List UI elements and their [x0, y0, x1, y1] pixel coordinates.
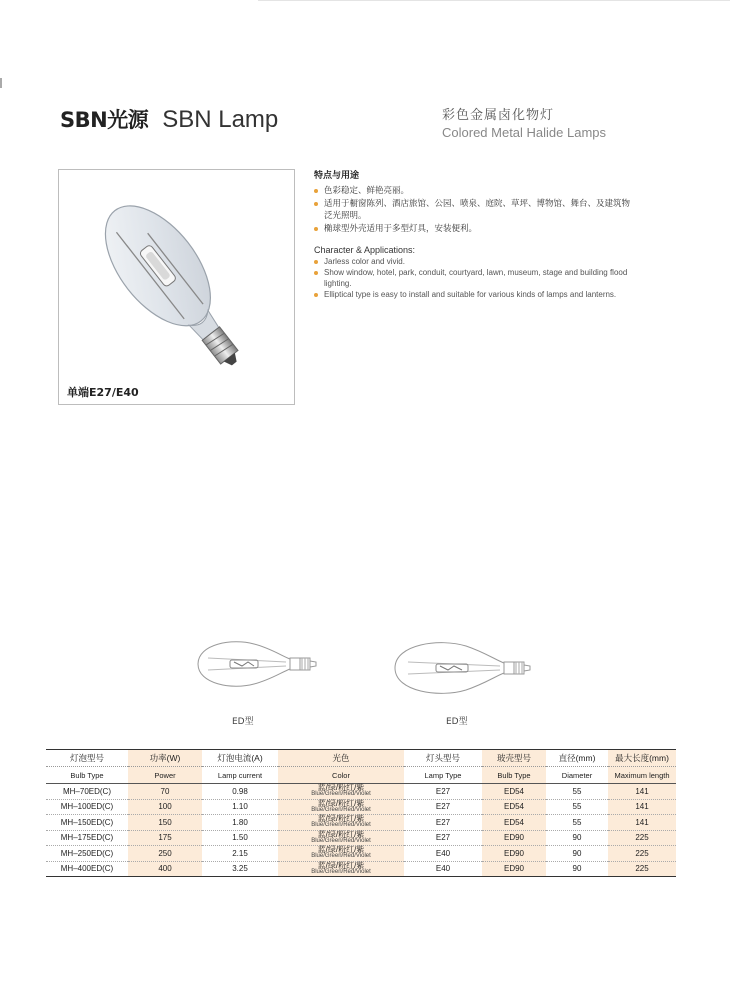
- cell-bulb: ED90: [482, 861, 546, 877]
- cell-length: 141: [608, 784, 676, 800]
- cell-bulb: ED54: [482, 799, 546, 815]
- col-header: Power: [128, 767, 202, 784]
- cell-base: E27: [404, 815, 482, 831]
- cell-power: 100: [128, 799, 202, 815]
- top-rule: [258, 0, 730, 1]
- ed-diagram-right: [390, 636, 535, 704]
- cell-current: 0.98: [202, 784, 278, 800]
- table-row: [46, 830, 676, 846]
- title-cn: 彩色金属卤化物灯: [442, 108, 555, 123]
- bullet-icon: [314, 293, 318, 297]
- bullet-icon: [314, 227, 318, 231]
- product-photo-box: [58, 169, 295, 405]
- cell-bulb: ED54: [482, 784, 546, 800]
- edge-mark: [0, 78, 2, 88]
- col-header: Lamp Type: [404, 767, 482, 784]
- cell-diameter: 90: [546, 830, 608, 846]
- cell-base: E27: [404, 830, 482, 846]
- cell-model: MH–150ED(C): [46, 815, 128, 831]
- cell-bulb: ED90: [482, 846, 546, 862]
- col-header: Diameter: [546, 767, 608, 784]
- table-row: [46, 861, 676, 877]
- list-item: Show window, hotel, park, conduit, courtyard, lawn, museum, stage and building flood lighting.: [314, 267, 634, 289]
- table-header-row-en: [46, 767, 676, 784]
- cell-bulb: ED90: [482, 830, 546, 846]
- table-row: [46, 815, 676, 831]
- cell-current: 1.80: [202, 815, 278, 831]
- col-header: Maximum length: [608, 767, 676, 784]
- list-item: Jarless color and vivid.: [314, 256, 634, 267]
- cell-current: 1.50: [202, 830, 278, 846]
- lamp-outline-icon: [192, 634, 322, 694]
- list-item: 椭球型外壳适用于多型灯具，安装便利。: [314, 223, 634, 236]
- brand-logo: SBN光源: [60, 108, 149, 132]
- features-list-en: [314, 256, 634, 300]
- features-section: [314, 168, 634, 300]
- table-row: [46, 846, 676, 862]
- col-header: Bulb Type: [482, 767, 546, 784]
- cell-length: 141: [608, 799, 676, 815]
- cell-power: 70: [128, 784, 202, 800]
- lamp-photo-icon: [59, 170, 296, 406]
- cell-length: 225: [608, 830, 676, 846]
- features-list-cn: [314, 185, 634, 235]
- features-heading-en: Character & Applications:: [314, 245, 416, 255]
- list-item: 适用于橱窗陈列、酒店旅馆、公园、喷泉、庭院、草坪、博物馆、舞台、及建筑物泛光照明。: [314, 198, 634, 223]
- cell-base: E27: [404, 784, 482, 800]
- cell-length: 225: [608, 846, 676, 862]
- cell-diameter: 55: [546, 815, 608, 831]
- cell-model: MH–250ED(C): [46, 846, 128, 862]
- cell-color: 蓝/绿/粉红/紫 Blue/Green/Red/Violet: [278, 861, 404, 877]
- table-header-row-cn: [46, 750, 676, 767]
- col-header: Lamp current: [202, 767, 278, 784]
- ed-label-left: ED型: [232, 717, 254, 727]
- cell-model: MH–100ED(C): [46, 799, 128, 815]
- cell-length: 141: [608, 815, 676, 831]
- cell-diameter: 55: [546, 799, 608, 815]
- cell-base: E27: [404, 799, 482, 815]
- cell-color: 蓝/绿/粉红/紫 Blue/Green/Red/Violet: [278, 830, 404, 846]
- table-row: [46, 784, 676, 800]
- col-header: Bulb Type: [46, 767, 128, 784]
- cell-color: 蓝/绿/粉红/紫 Blue/Green/Red/Violet: [278, 846, 404, 862]
- list-item: Elliptical type is easy to install and suitable for various kinds of lamps and lanterns.: [314, 289, 634, 300]
- cell-diameter: 90: [546, 846, 608, 862]
- cell-length: 225: [608, 861, 676, 877]
- cell-color: 蓝/绿/粉红/紫 Blue/Green/Red/Violet: [278, 784, 404, 800]
- cell-diameter: 90: [546, 861, 608, 877]
- col-header: 灯头型号: [404, 750, 482, 767]
- bullet-icon: [314, 202, 318, 206]
- cell-base: E40: [404, 861, 482, 877]
- cell-power: 150: [128, 815, 202, 831]
- col-header: 最大长度(mm): [608, 750, 676, 767]
- features-heading-cn: 特点与用途: [314, 171, 360, 181]
- cell-current: 1.10: [202, 799, 278, 815]
- ed-label-right: ED型: [446, 717, 468, 727]
- cell-power: 400: [128, 861, 202, 877]
- col-header: 光色: [278, 750, 404, 767]
- col-header: 直径(mm): [546, 750, 608, 767]
- cell-model: MH–175ED(C): [46, 830, 128, 846]
- brand-name: SBN Lamp: [162, 106, 279, 133]
- cell-color: 蓝/绿/粉红/紫 Blue/Green/Red/Violet: [278, 815, 404, 831]
- cell-color: 蓝/绿/粉红/紫 Blue/Green/Red/Violet: [278, 799, 404, 815]
- cell-power: 250: [128, 846, 202, 862]
- brand-header: [60, 104, 278, 134]
- title-block: [442, 104, 606, 140]
- cell-diameter: 55: [546, 784, 608, 800]
- cell-base: E40: [404, 846, 482, 862]
- bullet-icon: [314, 271, 318, 275]
- bullet-icon: [314, 189, 318, 193]
- col-header: 灯泡型号: [46, 750, 128, 767]
- lamp-outline-icon: [390, 636, 535, 700]
- base-type-label: 单端E27/E40: [67, 386, 139, 399]
- col-header: 玻壳型号: [482, 750, 546, 767]
- spec-table: [46, 749, 676, 877]
- ed-diagram-left: [192, 634, 322, 698]
- col-header: 灯泡电流(A): [202, 750, 278, 767]
- col-header: Color: [278, 767, 404, 784]
- cell-bulb: ED54: [482, 815, 546, 831]
- cell-model: MH–70ED(C): [46, 784, 128, 800]
- cell-power: 175: [128, 830, 202, 846]
- list-item: 色彩稳定、鲜艳亮丽。: [314, 185, 634, 198]
- cell-current: 3.25: [202, 861, 278, 877]
- table-row: [46, 799, 676, 815]
- cell-current: 2.15: [202, 846, 278, 862]
- title-en: Colored Metal Halide Lamps: [442, 125, 607, 140]
- col-header: 功率(W): [128, 750, 202, 767]
- bullet-icon: [314, 260, 318, 264]
- cell-model: MH–400ED(C): [46, 861, 128, 877]
